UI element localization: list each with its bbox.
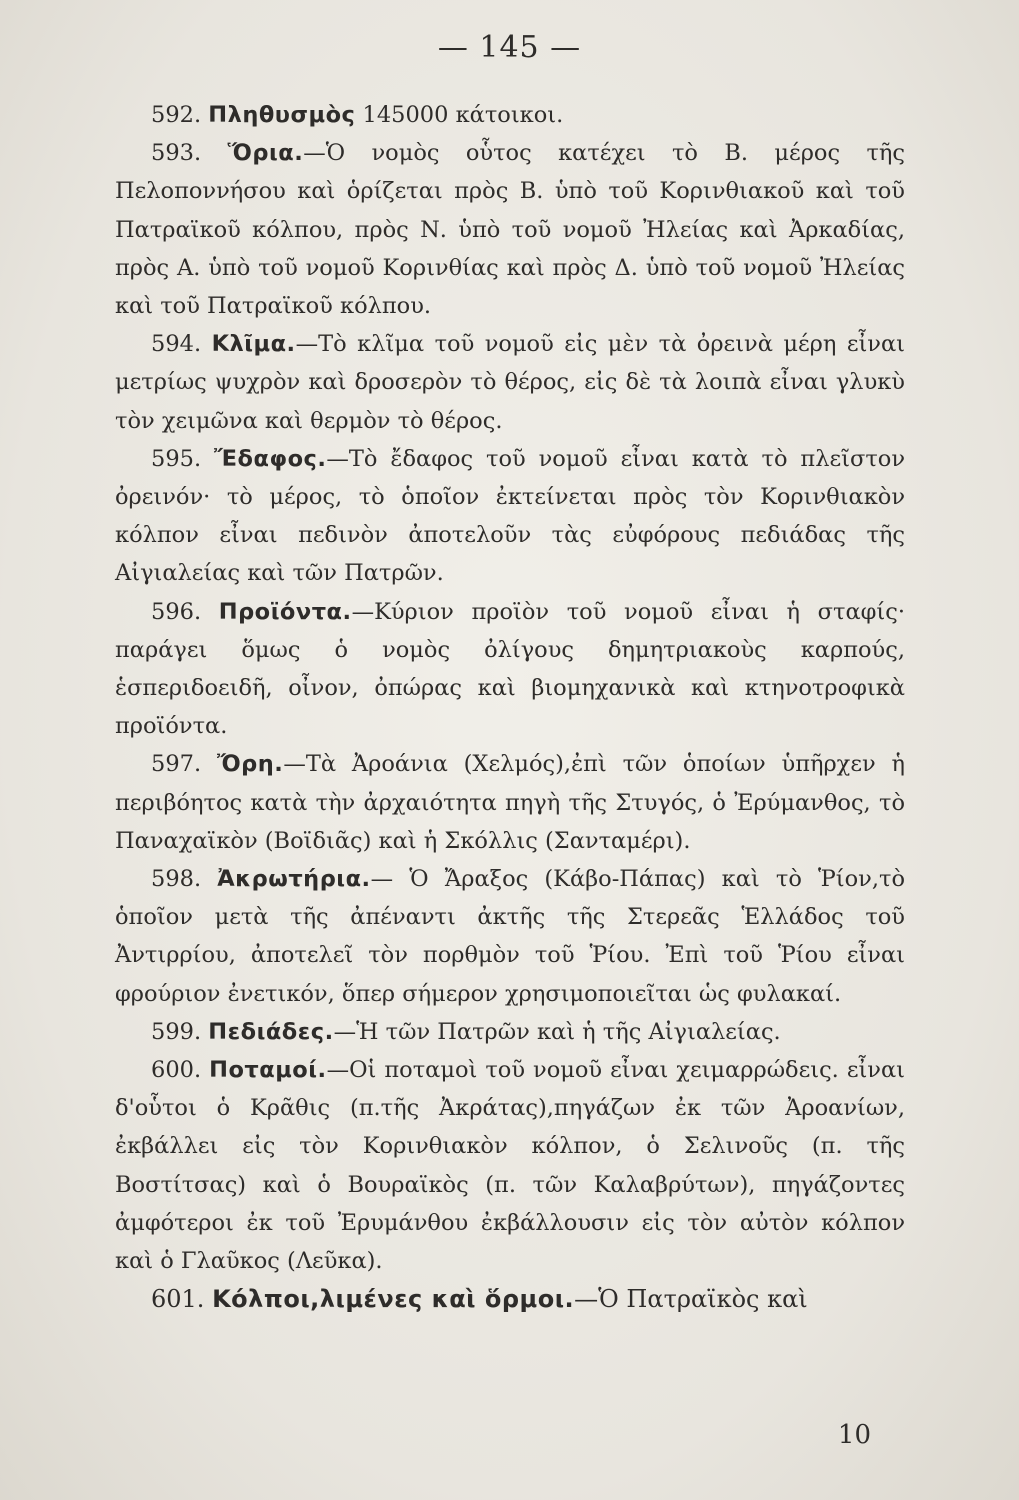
page-body [115,96,905,1319]
entry-text: 145000 κάτοικοι. [355,102,564,128]
entry-number: 599. [151,1018,202,1045]
entry-597 [115,745,905,860]
entry-594 [115,325,905,440]
entry-598 [115,860,905,1013]
entry-595 [115,440,905,593]
entry-599 [115,1013,905,1051]
entry-600 [115,1051,905,1280]
entry-heading: Ἔδαφος. [214,445,327,472]
entry-text: —Τὸ ἔδαφος τοῦ νομοῦ εἶναι κατὰ τὸ πλεῖστον ὀρεινόν· τὸ μέρος, τὸ ὁποῖον ἐκτείνεται πρὸς τὸν Κορινθιακὸν κόλπον εἶναι πεδινὸν ἀποτελοῦν τὰς εὐφόρους πεδιάδας τῆς Αἰγιαλείας καὶ τῶν Πατρῶν. [115,445,905,587]
entry-number: 601. [151,1285,205,1314]
entry-text: —Κύριον προϊὸν τοῦ νομοῦ εἶναι ἡ σταφίς· παράγει ὅμως ὁ νομὸς ὀλίγους δημητριακοὺς καρπούς, ἑσπεριδοειδῆ, οἶνον, ὀπώρας καὶ βιομηχανικὰ καὶ κτηνοτροφικὰ προϊόντα. [115,598,905,740]
entry-text: —Ὁ Πατραϊκὸς καὶ [574,1285,808,1314]
entry-heading: Ἀκρωτήρια. [217,866,371,893]
entry-number: 592. [151,102,202,128]
entry-number: 600. [151,1057,202,1084]
entry-text: —Ὁ νομὸς οὗτος κατέχει τὸ Β. μέρος τῆς Πελοποννήσου καὶ ὁρίζεται πρὸς Β. ὑπὸ τοῦ Κορινθιακοῦ καὶ τοῦ Πατραϊκοῦ κόλπου, πρὸς Ν. ὑπὸ τοῦ νομοῦ Ἠλείας καὶ Ἀρκαδίας, πρὸς Α. ὑπὸ τοῦ νομοῦ Κορινθίας καὶ πρὸς Δ. ὑπὸ τοῦ νομοῦ Ἠλείας καὶ τοῦ Πατραϊκοῦ κόλπου. [115,140,905,320]
entry-heading: Ὅρια. [227,140,304,167]
entry-heading: Κόλποι,λιμένες καὶ ὅρμοι. [212,1285,575,1314]
entry-text: —Ἡ τῶν Πατρῶν καὶ ἡ τῆς Αἰγιαλείας. [333,1018,781,1045]
entry-601 [115,1280,905,1318]
entry-596 [115,593,905,746]
entry-heading: Κλῖμα. [211,331,296,358]
entry-number: 596. [151,598,202,625]
entry-number: 598. [151,866,202,893]
entry-number: 594. [151,331,202,358]
entry-text: —Τὸ κλῖμα τοῦ νομοῦ εἰς μὲν τὰ ὀρεινὰ μέρη εἶναι μετρίως ψυχρὸν καὶ δροσερὸν τὸ θέρος, εἰς δὲ τὰ λοιπὰ εἶναι γλυκὺ τὸν χειμῶνα καὶ θερμὸν τὸ θέρος. [115,331,905,434]
entry-heading: Πεδιάδες. [208,1018,334,1045]
page-number: — 145 — [437,30,582,65]
entry-number: 597. [151,751,202,778]
entry-heading: Ὄρη. [216,751,284,778]
entry-593 [115,134,905,325]
entry-heading: Προϊόντα. [218,598,352,625]
entry-592 [115,96,905,134]
entry-heading: Ποταμοί. [209,1057,327,1084]
signature-mark: 10 [837,1420,871,1450]
entry-text: —Τὰ Ἀροάνια (Χελμός),ἐπὶ τῶν ὁποίων ὑπῆρχεν ἡ περιβόητος κατὰ τὴν ἀρχαιότητα πηγὴ τῆς Στυγός, ὁ Ἐρύμανθος, τὸ Παναχαϊκὸν (Βοϊδιᾶς) καὶ ἡ Σκόλλις (Σανταμέρι). [115,751,905,854]
entry-number: 593. [151,140,202,167]
entry-heading: Πληθυσμὸς [208,102,356,128]
entry-number: 595. [151,445,202,472]
entry-text: —Οἱ ποταμοὶ τοῦ νομοῦ εἶναι χειμαρρώδεις. εἶναι δ'οὗτοι ὁ Κρᾶθις (π.τῆς Ἀκράτας),πηγάζων ἐκ τῶν Ἀροανίων, ἐκβάλλει εἰς τὸν Κορινθιακὸν κόλπον, ὁ Σελινοῦς (π. τῆς Βοστίτσας) καὶ ὁ Βουραϊκὸς (π. τῶν Καλαβρύτων), πηγάζοντες ἀμφότεροι ἐκ τοῦ Ἐρυμάνθου ἐκβάλλουσιν εἰς τὸν αὐτὸν κόλπον καὶ ὁ Γλαῦκος (Λεῦκα). [115,1057,906,1275]
entry-text: — Ὁ Ἄραξος (Κάβο-Πάπας) καὶ τὸ Ῥίον,τὸ ὁποῖον μετὰ τῆς ἀπέναντι ἀκτῆς τῆς Στερεᾶς Ἑλλάδος τοῦ Ἀντιρρίου, ἀποτελεῖ τὸν πορθμὸν τοῦ Ῥίου. Ἐπὶ τοῦ Ῥίου εἶναι φρούριον ἐνετικόν, ὅπερ σήμερον χρησιμοποιεῖται ὡς φυλακαί. [115,866,905,1007]
